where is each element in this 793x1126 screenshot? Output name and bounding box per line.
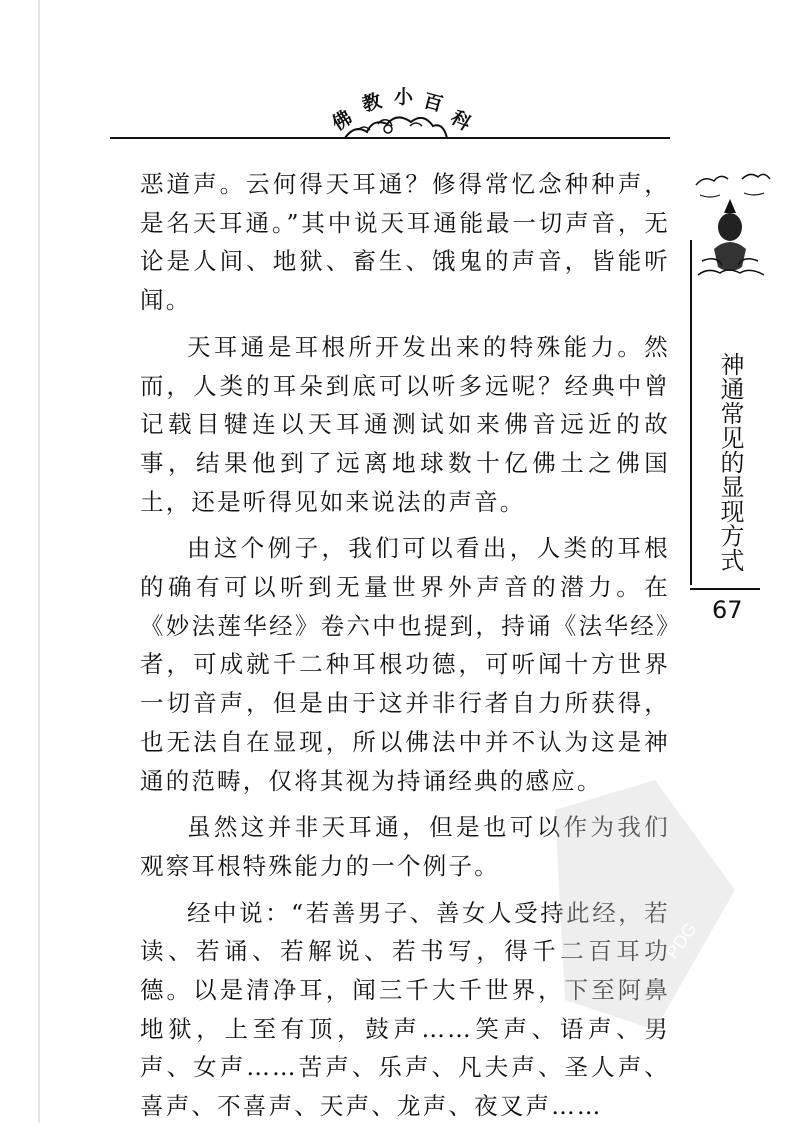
watermark-label: PDG <box>661 918 701 963</box>
page-edge <box>38 0 40 1123</box>
paragraph: 经中说：“若善男子、善女人受持此经，若读、若诵、若解说、若书写，得千二百耳功德。以是清净耳，闻三千大千世界，下至阿鼻地狱，上至有顶，鼓声……笑声、语声、男声、女声……苦声、乐声、凡夫声、圣人声、喜声、不喜声、天声、龙声、夜叉声…… <box>140 898 670 1121</box>
header-char: 教 <box>359 89 384 117</box>
header-char: 佛 <box>328 106 357 136</box>
chapter-title: 神通常见的显现方式 <box>716 352 744 573</box>
page-number: 67 <box>712 596 743 624</box>
paragraph: 由这个例子，我们可以看出，人类的耳根的确有可以听到无量世界外声音的潜力。在《妙法莲华经》卷六中也提到，持诵《法华经》者，可成就千二种耳根功德，可听闻十方世界一切音声，但是由于这并非行者自力所获得，也无法自在显现，所以佛法中并不认为这是神通的范畴，仅将其视为持诵经典的感应。 <box>140 534 670 795</box>
header-char: 小 <box>394 86 414 108</box>
paragraph: 虽然这并非天耳通，但是也可以作为我们观察耳根特殊能力的一个例子。 <box>140 813 670 880</box>
page-number-rule <box>690 588 760 590</box>
paragraph: 天耳通是耳根所开发出来的特殊能力。然而，人类的耳朵到底可以听多远呢？经典中曾记载目犍连以天耳通测试如来佛音远近的故事，结果他到了远离地球数十亿佛土之佛国土，还是听得见如来说法的声音。 <box>140 332 670 516</box>
chapter-divider <box>690 240 692 585</box>
library-watermark <box>535 770 745 1060</box>
header-title <box>310 82 475 142</box>
header-char: 科 <box>446 106 475 136</box>
paragraph: 恶道声。云何得天耳通？修得常忆念种种声，是名天耳通。”其中说天耳通能最一切声音，无论是人间、地狱、畜生、饿鬼的声音，皆能听闻。 <box>140 170 670 315</box>
page-header <box>110 60 670 150</box>
buddha-ornament-icon <box>692 165 772 285</box>
header-char: 百 <box>421 89 446 117</box>
